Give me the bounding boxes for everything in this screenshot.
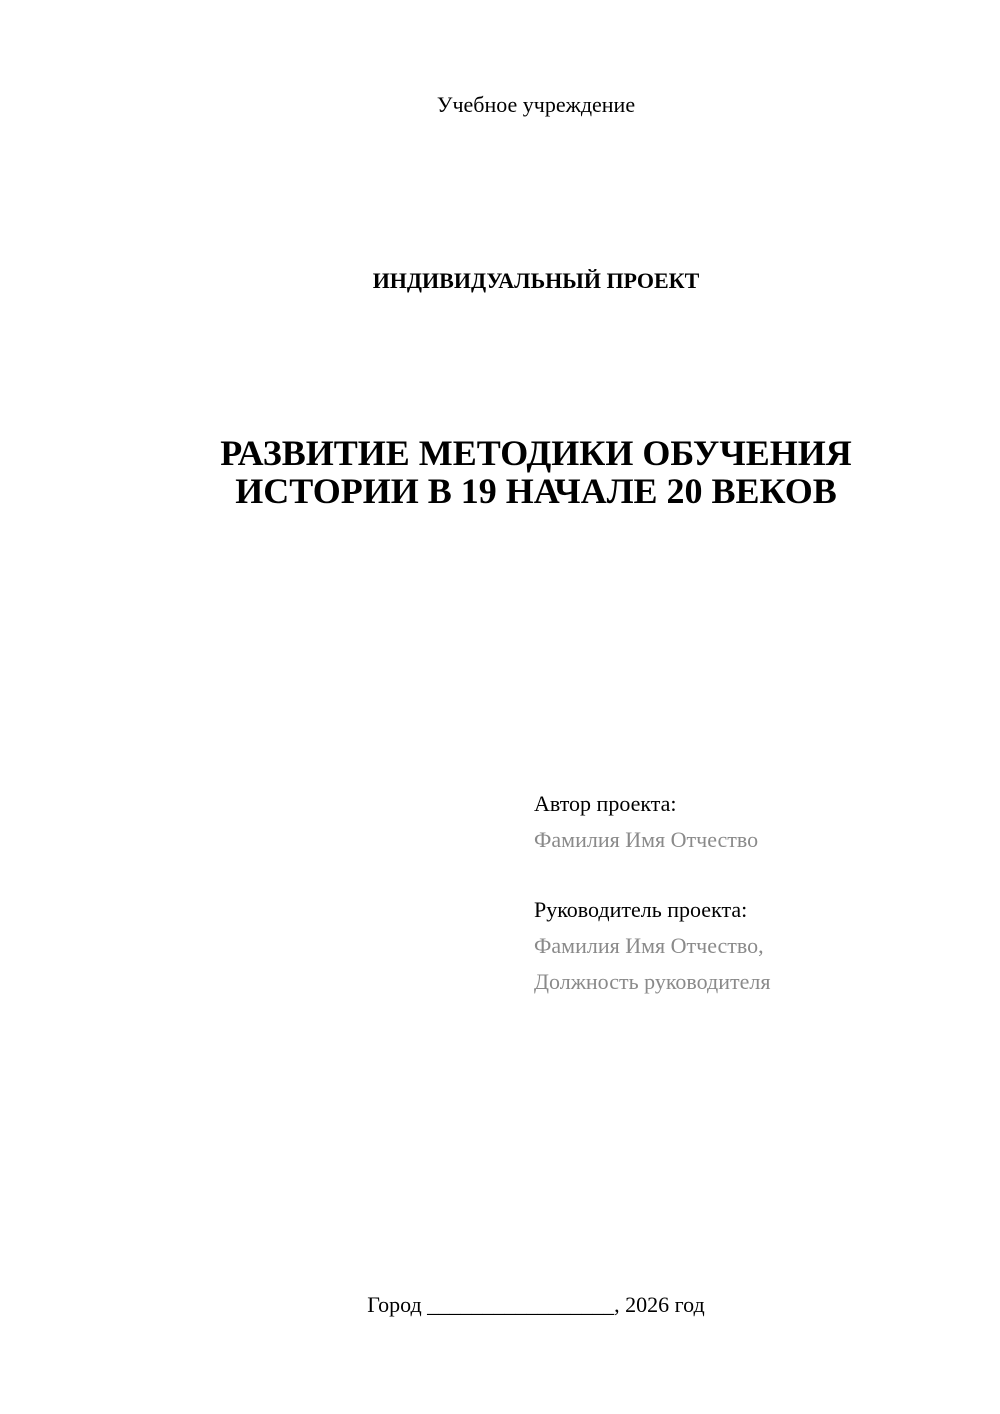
project-credits — [534, 786, 974, 1000]
project-title-line-1: РАЗВИТИЕ МЕТОДИКИ ОБУЧЕНИЯ — [220, 433, 852, 473]
supervisor-name: Фамилия Имя Отчество, — [534, 933, 764, 958]
credits-spacer — [534, 858, 974, 892]
author-label: Автор проекта: — [534, 791, 677, 816]
project-title — [36, 434, 1000, 510]
supervisor-position: Должность руководителя — [534, 969, 771, 994]
project-title-line-2: ИСТОРИИ В 19 НАЧАЛЕ 20 ВЕКОВ — [235, 471, 837, 511]
author-name: Фамилия Имя Отчество — [534, 827, 759, 852]
project-type-heading: ИНДИВИДУАЛЬНЫЙ ПРОЕКТ — [372, 268, 700, 293]
institution-name: Учебное учреждение — [436, 92, 636, 117]
supervisor-label: Руководитель проекта: — [534, 897, 748, 922]
city-year-footer: Город _________________, 2026 год — [367, 1292, 705, 1317]
